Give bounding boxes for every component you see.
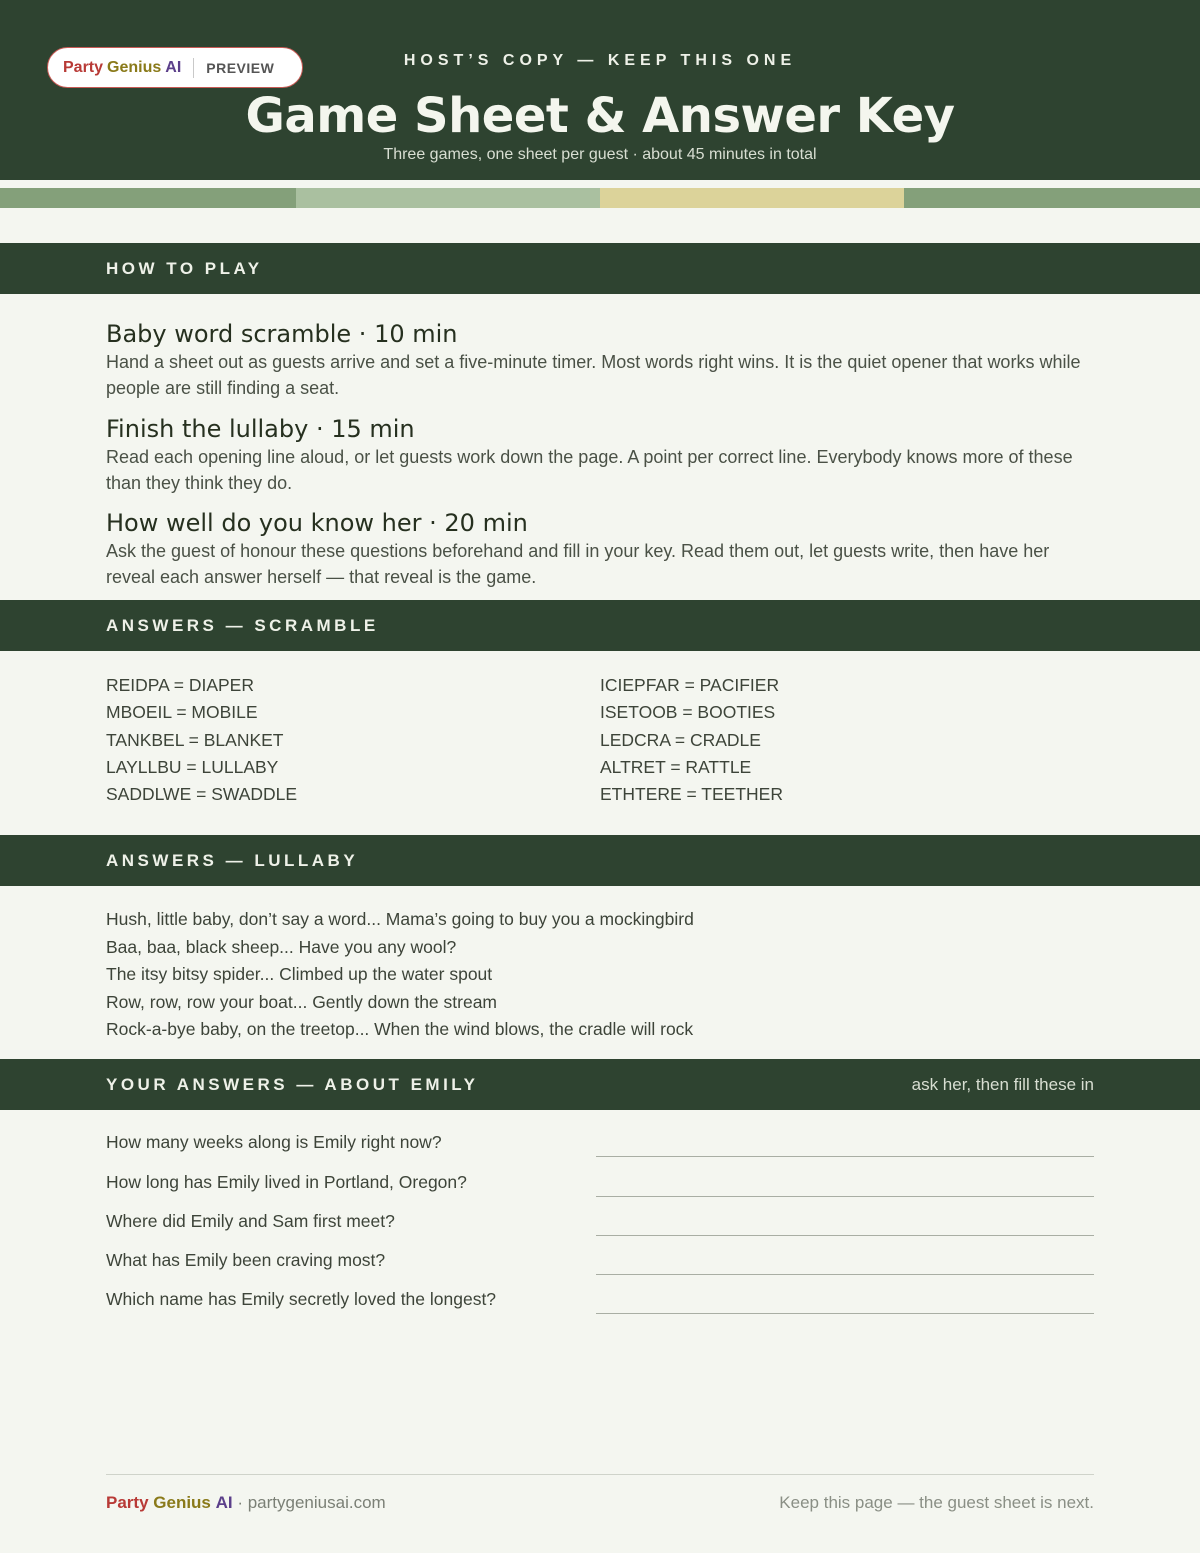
footer-divider: [106, 1474, 1094, 1475]
scramble-answer: ALTRET = RATTLE: [600, 756, 752, 777]
brand-name-part1: Party: [63, 58, 104, 76]
scramble-answer: ICIEPFAR = PACIFIER: [600, 675, 780, 695]
game-description: Ask the guest of honour these questions beforehand and fill in your key. Read them out, let guests write, then have her reveal each answer herself — that reveal is the game.: [106, 541, 1050, 587]
answer-blank-line[interactable]: [596, 1274, 1094, 1275]
page-subtitle: Three games, one sheet per guest · about 45 minutes in total: [383, 146, 817, 163]
scramble-answer: SADDLWE = SWADDLE: [106, 784, 298, 805]
game-description: Read each opening line aloud, or let guests work down the page. A point per correct line. Everybody knows more of these than they think they do.: [106, 447, 1073, 493]
question-row: [106, 1172, 1094, 1211]
color-stripes: [0, 188, 1200, 208]
stripe-4: [904, 188, 1200, 208]
page-title: Game Sheet & Answer Key: [245, 88, 955, 144]
brand-name-part2: Genius: [107, 58, 162, 76]
scramble-answer: ETHTERE = TEETHER: [600, 784, 783, 805]
question-row: [106, 1289, 1094, 1328]
question-row: [106, 1132, 1094, 1171]
scramble-answer: MBOEIL = MOBILE: [106, 702, 258, 723]
question-row: [106, 1250, 1094, 1289]
preview-badge: PREVIEW: [206, 59, 275, 76]
game-item: [106, 319, 1096, 401]
answer-blank-line[interactable]: [596, 1196, 1094, 1197]
scramble-answers-left: [106, 672, 586, 808]
lullaby-answers: [106, 906, 1096, 1044]
scramble-answer: LEDCRA = CRADLE: [600, 729, 761, 750]
section-about-emily: [0, 1059, 1200, 1110]
section-label: ANSWERS — SCRAMBLE: [106, 615, 379, 635]
section-note: ask her, then fill these in: [911, 1074, 1094, 1094]
footer-brand-part1: Party: [106, 1493, 149, 1512]
footer-brand-part2: Genius: [153, 1493, 211, 1512]
scramble-answer: ISETOOB = BOOTIES: [600, 702, 776, 723]
footer-url-link[interactable]: · partygeniusai.com: [232, 1493, 386, 1512]
scramble-answer: LAYLLBU = LULLABY: [106, 756, 279, 777]
footer-brand: [106, 1493, 386, 1513]
scramble-answers-right: [600, 672, 1080, 808]
answer-blank-line[interactable]: [596, 1235, 1094, 1236]
question-text: Which name has Emily secretly loved the longest?: [106, 1289, 497, 1309]
answer-blank-line[interactable]: [596, 1313, 1094, 1314]
section-label: HOW TO PLAY: [106, 258, 263, 278]
footer-brand-part3: AI: [215, 1493, 233, 1512]
stripe-2: [296, 188, 600, 208]
page-header: [0, 0, 1200, 180]
section-how-to-play: [0, 243, 1200, 294]
lullaby-answer: Baa, baa, black sheep... Have you any wool?: [106, 936, 457, 957]
lullaby-answer: Rock-a-bye baby, on the treetop... When the wind blows, the cradle will rock: [106, 1019, 694, 1039]
question-text: How long has Emily lived in Portland, Oregon?: [106, 1172, 467, 1192]
game-item: [106, 508, 1096, 590]
answer-blank-line[interactable]: [596, 1156, 1094, 1157]
stripe-3: [600, 188, 904, 208]
section-lullaby-answers: [0, 835, 1200, 886]
question-text: What has Emily been craving most?: [106, 1250, 386, 1270]
game-description: Hand a sheet out as guests arrive and set a five-minute timer. Most words right wins. It is the quiet opener that works while people are still finding a seat.: [106, 352, 1081, 398]
brand-name-part3: AI: [165, 58, 182, 76]
game-title: Baby word scramble · 10 min: [106, 320, 458, 348]
section-scramble-answers: [0, 600, 1200, 651]
section-label: YOUR ANSWERS — ABOUT EMILY: [106, 1074, 479, 1094]
stripe-1: [0, 188, 296, 208]
lullaby-answer: The itsy bitsy spider... Climbed up the water spout: [106, 964, 493, 984]
scramble-answer: TANKBEL = BLANKET: [106, 729, 284, 750]
question-row: [106, 1211, 1094, 1250]
scramble-answer: REIDPA = DIAPER: [106, 675, 254, 695]
header-divider: [0, 180, 1200, 188]
game-title: Finish the lullaby · 15 min: [106, 415, 415, 443]
header-eyebrow: HOST’S COPY — KEEP THIS ONE: [403, 52, 797, 69]
game-item: [106, 414, 1096, 496]
section-label: ANSWERS — LULLABY: [106, 850, 359, 870]
lullaby-answer: Hush, little baby, don’t say a word... Mama’s going to buy you a mockingbird: [106, 909, 694, 929]
footer-note: Keep this page — the guest sheet is next.: [779, 1493, 1094, 1512]
lullaby-answer: Row, row, row your boat... Gently down the stream: [106, 991, 498, 1012]
question-text: Where did Emily and Sam first meet?: [106, 1211, 395, 1231]
question-text: How many weeks along is Emily right now?: [106, 1132, 442, 1152]
game-title: How well do you know her · 20 min: [106, 509, 528, 537]
